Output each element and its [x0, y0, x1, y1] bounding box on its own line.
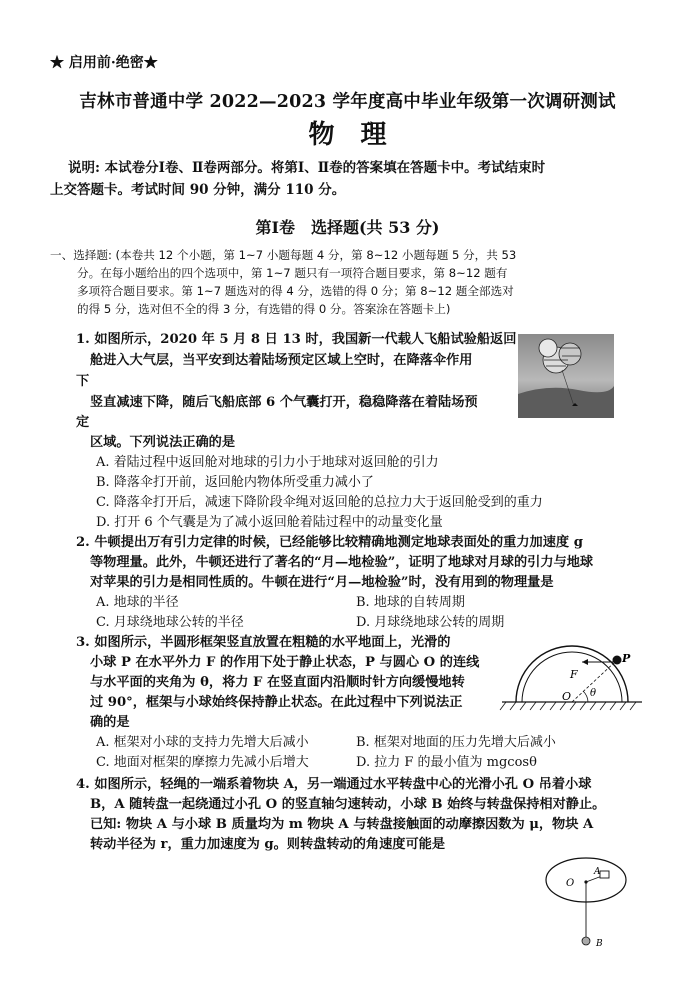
exam-note-line-1: 说明: 本试卷分Ⅰ卷、Ⅱ卷两部分。将第Ⅰ、Ⅱ卷的答案填在答题卡中。考试结束时	[68, 160, 546, 176]
turntable-figure	[540, 852, 632, 952]
instruction-line: 多项符合题目要求。第 1~7 题选对的得 4 分，选错的得 0 分；第 8~12 题全部选对	[77, 284, 514, 298]
q1-option-b: B. 降落伞打开前，返回舱内物体所受重力减小了	[96, 475, 374, 490]
q1-stem-line: 舱进入大气层，当平安到达着陆场预定区域上空时，在降落伞作用	[90, 353, 473, 368]
q1-stem-line: 竖直减速下降，随后飞船底部 6 个气囊打开，稳稳降落在着陆场预	[90, 395, 478, 410]
label-hole: O	[566, 878, 575, 889]
q1-option-a: A. 着陆过程中返回舱对地球的引力小于地球对返回舱的引力	[96, 455, 439, 470]
label-small-ball: B	[596, 939, 603, 949]
exam-note-line-2: 上交答题卡。考试时间 90 分钟，满分 110 分。	[50, 182, 346, 198]
label-block: A	[594, 867, 601, 877]
q3-stem-line: 小球 P 在水平外力 F 的作用下处于静止状态，P 与圆心 O 的连线	[90, 655, 480, 670]
label-force: F	[570, 668, 578, 681]
q2-option-d: D. 月球绕地球公转的周期	[356, 615, 505, 630]
instruction-line: 的得 5 分，选对但不全的得 3 分，有选错的得 0 分。答案涂在答题卡上)	[77, 302, 451, 316]
exam-title: 吉林市普通中学 2022—2023 学年度高中毕业年级第一次调研测试	[79, 92, 616, 112]
confidential-mark: ★ 启用前·绝密★	[50, 55, 158, 71]
q3-option-b: B. 框架对地面的压力先增大后减小	[356, 735, 556, 750]
capsule-landing-photo	[518, 334, 614, 418]
subject-title: 物理	[308, 120, 413, 150]
label-ball: P	[622, 652, 631, 665]
q3-stem-line: 过 90°，框架与小球始终保持静止状态。在此过程中下列说法正	[90, 695, 463, 710]
q3-option-c: C. 地面对框架的摩擦力先减小后增大	[96, 755, 309, 770]
semicircle-frame-figure	[496, 632, 648, 726]
q2-stem-line: 2. 牛顿提出万有引力定律的时候，已经能够比较精确地测定地球表面处的重力加速度 g	[76, 535, 583, 550]
label-angle: θ	[590, 688, 597, 699]
section-heading: 第Ⅰ卷 选择题(共 53 分)	[255, 218, 440, 237]
label-center: O	[562, 690, 572, 703]
q1-stem-line: 下	[76, 374, 90, 389]
instruction-line: 分。在每小题给出的四个选项中，第 1~7 题只有一项符合题目要求，第 8~12 题有	[77, 266, 508, 280]
q1-stem-line: 1. 如图所示，2020 年 5 月 8 日 13 时，我国新一代载人飞船试验船返回	[76, 332, 517, 347]
q3-option-a: A. 框架对小球的支持力先增大后减小	[96, 735, 309, 750]
q2-stem-line: 等物理量。此外，牛顿还进行了著名的“月—地检验”，证明了地球对月球的引力与地球	[90, 555, 594, 570]
q2-option-c: C. 月球绕地球公转的半径	[96, 615, 244, 630]
q3-stem-line: 与水平面的夹角为 θ，将力 F 在竖直面内沿顺时针方向缓慢地转	[90, 675, 465, 690]
q3-option-d: D. 拉力 F 的最小值为 mgcosθ	[356, 755, 537, 770]
q1-stem-line: 定	[76, 415, 90, 430]
q3-stem-line: 3. 如图所示，半圆形框架竖直放置在粗糙的水平地面上，光滑的	[76, 635, 451, 650]
q1-option-c: C. 降落伞打开后，减速下降阶段伞绳对返回舱的总拉力大于返回舱受到的重力	[96, 495, 543, 510]
q3-stem-line: 确的是	[90, 715, 130, 730]
instruction-line: 一、选择题: (本卷共 12 个小题，第 1~7 小题每题 4 分，第 8~12 小题每题 5 分，共 53	[50, 248, 517, 262]
q2-option-b: B. 地球的自转周期	[356, 595, 465, 610]
q1-stem-line: 区域。下列说法正确的是	[90, 435, 236, 450]
q2-stem-line: 对苹果的引力是相同性质的。牛顿在进行“月—地检验”时，没有用到的物理量是	[90, 575, 554, 590]
q1-option-d: D. 打开 6 个气囊是为了减小返回舱着陆过程中的动量变化量	[96, 515, 443, 530]
q4-stem-line: 转动半径为 r，重力加速度为 g。则转盘转动的角速度可能是	[90, 837, 446, 852]
q4-stem-line: B，A 随转盘一起绕通过小孔 O 的竖直轴匀速转动，小球 B 始终与转盘保持相对静止。	[90, 797, 606, 812]
q4-stem-line: 已知: 物块 A 与小球 B 质量均为 m 物块 A 与转盘接触面的动摩擦因数为 μ，物块 A	[90, 817, 594, 832]
q2-option-a: A. 地球的半径	[96, 595, 179, 610]
q4-stem-line: 4. 如图所示，轻绳的一端系着物块 A，另一端通过水平转盘中心的光滑小孔 O 吊着小球	[76, 777, 592, 792]
